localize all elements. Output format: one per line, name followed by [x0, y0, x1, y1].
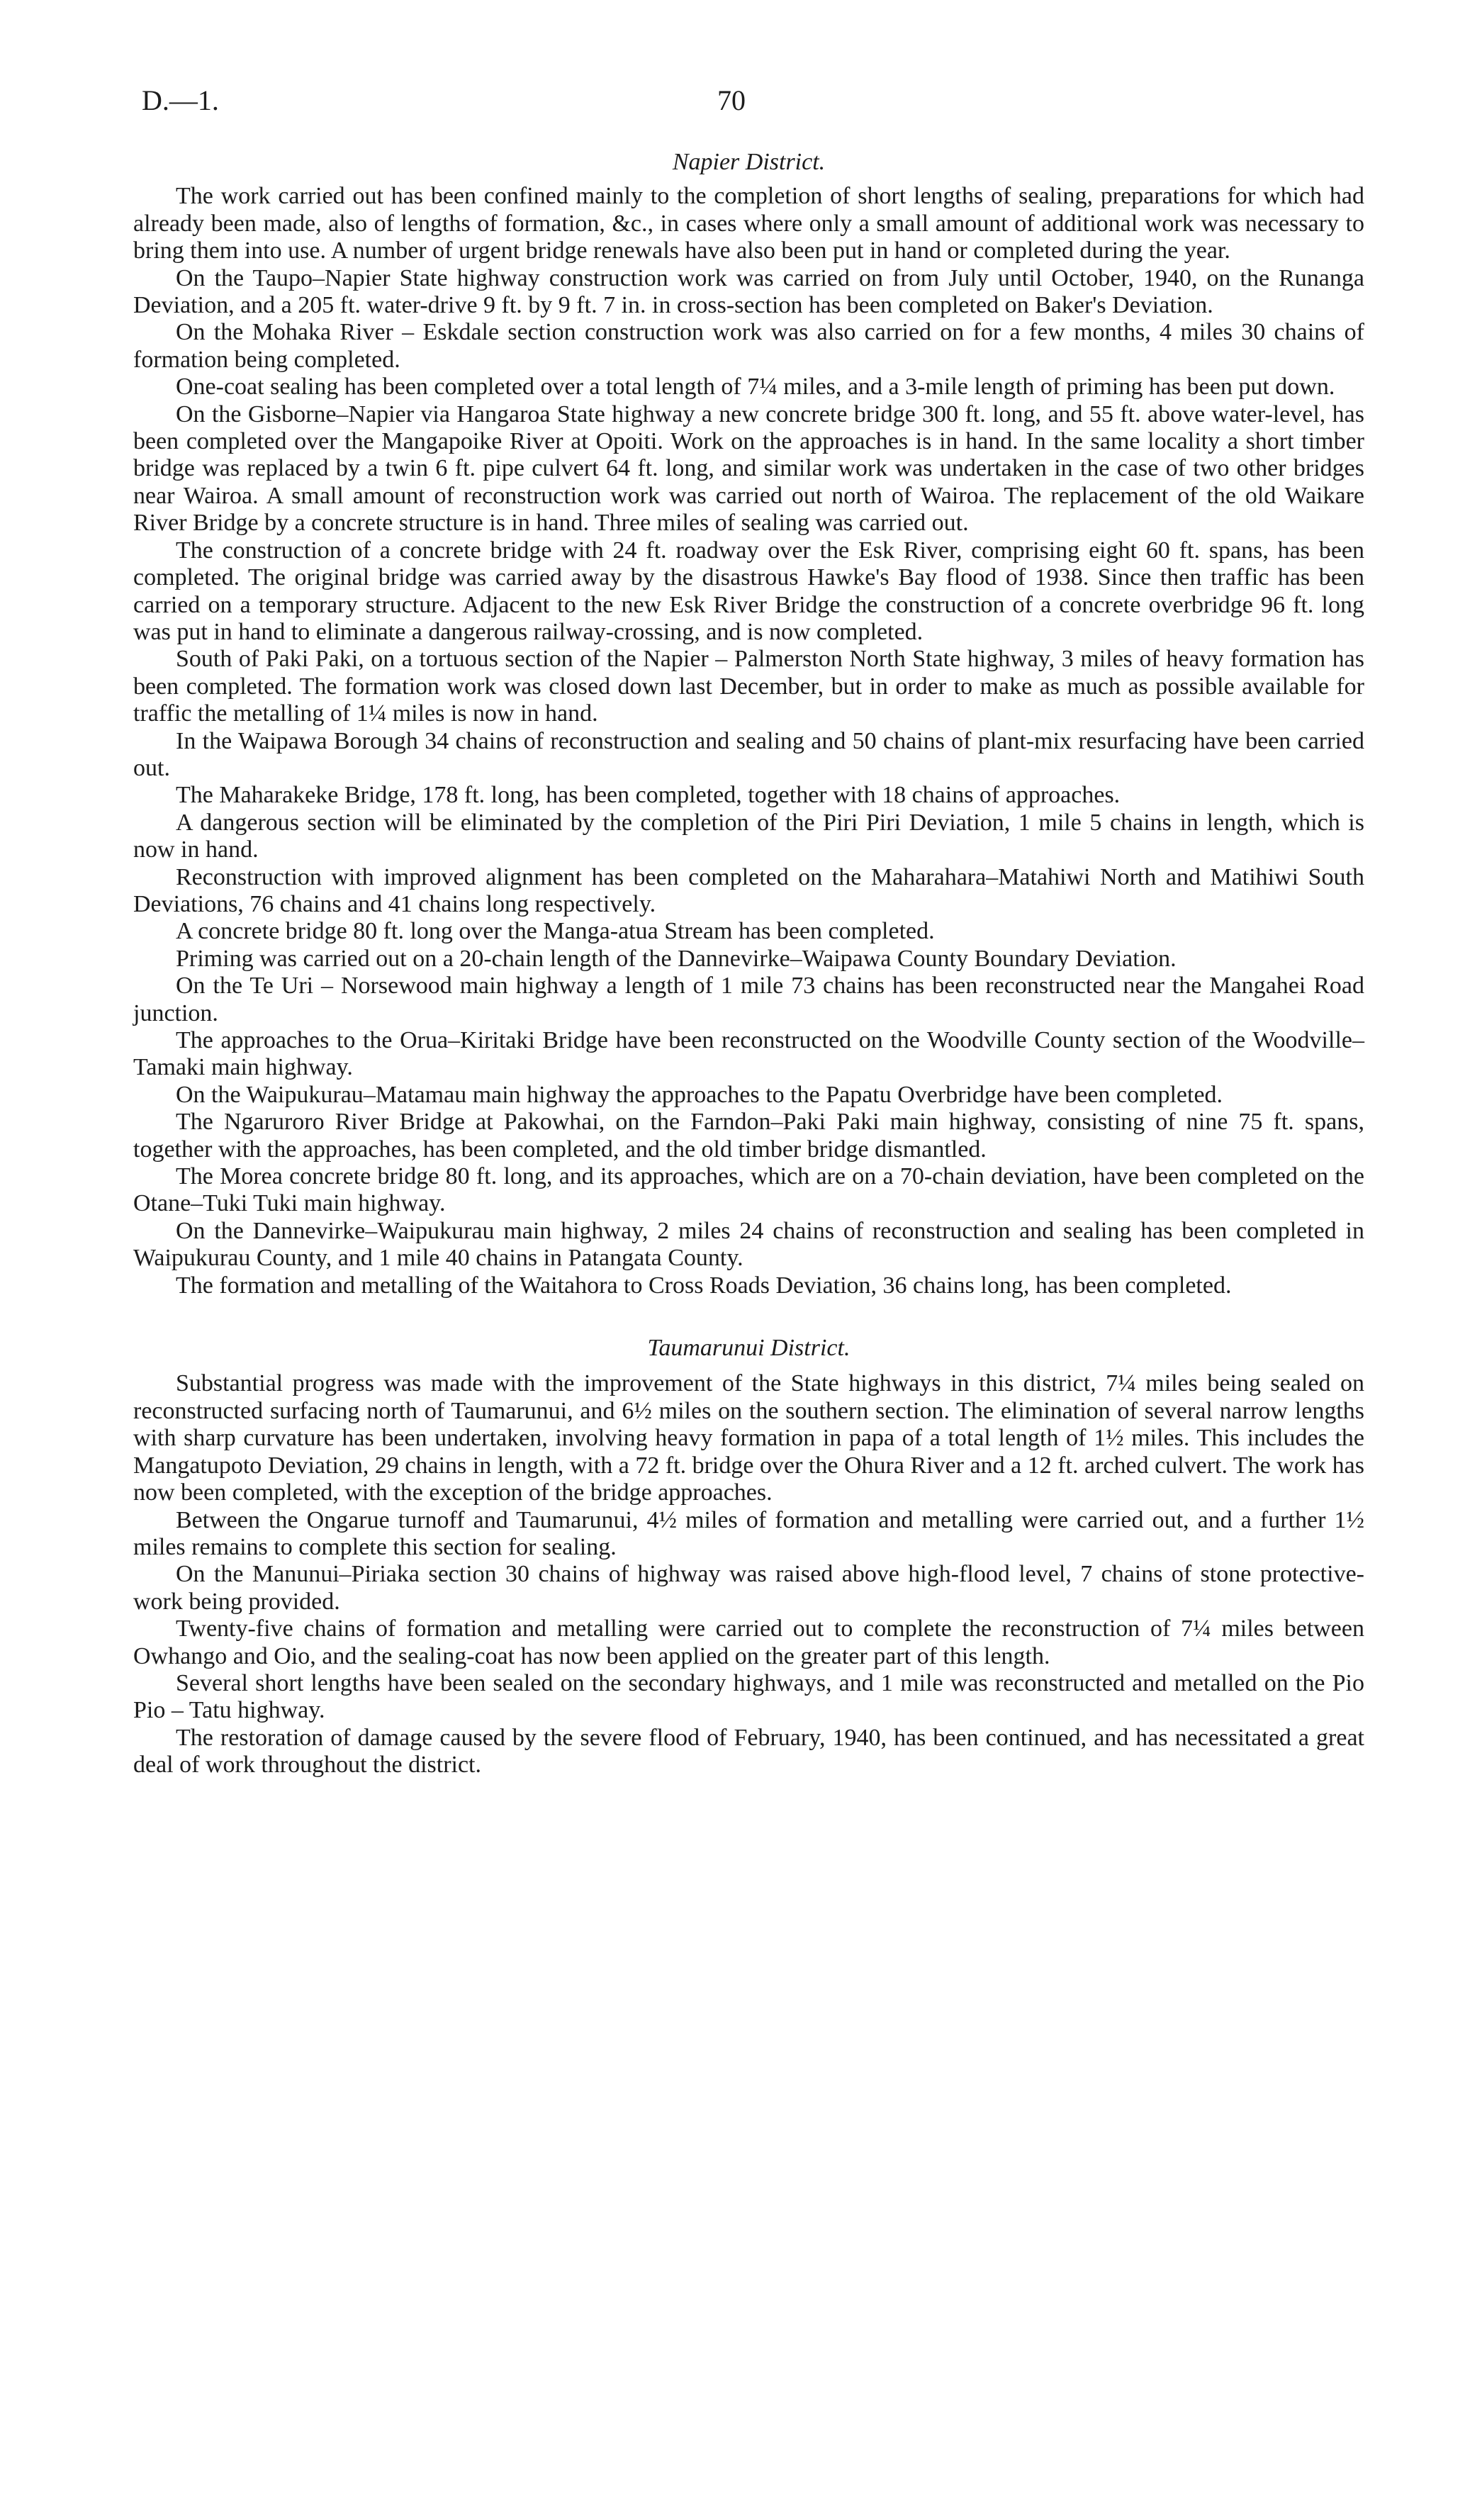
paragraph: The formation and metalling of the Waitahora to Cross Roads Deviation, 36 chains long, has been completed.: [176, 1272, 1232, 1299]
page-body: [133, 149, 1364, 1779]
paragraph: The Maharakeke Bridge, 178 ft. long, has been completed, together with 18 chains of approaches.: [176, 782, 1121, 809]
paragraph: On the Taupo–Napier State highway construction work was carried on from July until October, 1940, on the Runanga Deviation, and a 205 ft. water-drive 9 ft. by 9 ft. 7 in. in cross-section has been completed on Baker's Deviation.: [133, 264, 1364, 319]
report-reference: D.—1.: [142, 84, 219, 116]
paragraph: The Ngaruroro River Bridge at Pakowhai, on the Farndon–Paki Paki main highway, consisting of nine 75 ft. spans, together with the approaches, has been completed, and the old timber bridge dismantled.: [133, 1109, 1364, 1163]
paragraph: One-coat sealing has been completed over a total length of 7¼ miles, and a 3-mile length of priming has been put down.: [176, 374, 1335, 401]
paragraph: Twenty-five chains of formation and metalling were carried out to complete the reconstruction of 7¼ miles between Owhango and Oio, and the sealing-coat has now been applied on the greater part of this length.: [133, 1615, 1364, 1669]
section-heading-napier: Napier District.: [672, 149, 826, 175]
paragraph: The approaches to the Orua–Kiritaki Bridge have been reconstructed on the Woodville County section of the Woodville–Tamaki main highway.: [133, 1027, 1364, 1081]
paragraph: Reconstruction with improved alignment has been completed on the Maharahara–Matahiwi North and Matihiwi South Deviations, 76 chains and 41 chains long respectively.: [133, 863, 1364, 917]
paragraph: The construction of a concrete bridge with 24 ft. roadway over the Esk River, comprising eight 60 ft. spans, has been completed. The original bridge was carried away by the disastrous Hawke's Bay flood of 1938. Since then traffic has been carried on a temporary structure. Adjacent to the new Esk River Bridge the construction of a concrete overbridge 96 ft. long was put in hand to eliminate a dangerous railway-crossing, and is now completed.: [133, 537, 1364, 645]
paragraph: On the Mohaka River – Eskdale section construction work was also carried on for a few months, 4 miles 30 chains of formation being completed.: [133, 319, 1364, 373]
paragraph: On the Manunui–Piriaka section 30 chains of highway was raised above high-flood level, 7 chains of stone protective-work being provided.: [133, 1561, 1364, 1615]
paragraph: On the Te Uri – Norsewood main highway a length of 1 mile 73 chains has been reconstructed near the Mangahei Road junction.: [133, 973, 1364, 1026]
paragraph: On the Dannevirke–Waipukurau main highway, 2 miles 24 chains of reconstruction and sealing has been completed in Waipukurau County, and 1 mile 40 chains in Patangata County.: [133, 1217, 1364, 1272]
paragraph: On the Waipukurau–Matamau main highway the approaches to the Papatu Overbridge have been completed.: [176, 1081, 1223, 1108]
paragraph: On the Gisborne–Napier via Hangaroa State highway a new concrete bridge 300 ft. long, and 55 ft. above water-level, has been completed over the Mangapoike River at Opoiti. Work on the approaches is in hand. In the same locality a short timber bridge was replaced by a twin 6 ft. pipe culvert 64 ft. long, and similar work was undertaken in the case of two other bridges near Wairoa. A small amount of reconstruction work was carried out north of Wairoa. The replacement of the old Waikare River Bridge by a concrete structure is in hand. Three miles of sealing was carried out.: [133, 401, 1364, 537]
paragraph: A dangerous section will be eliminated by the completion of the Piri Piri Deviation, 1 mile 5 chains in length, which is now in hand.: [133, 809, 1364, 863]
paragraph: A concrete bridge 80 ft. long over the Manga-atua Stream has been completed.: [176, 918, 935, 945]
paragraph: Several short lengths have been sealed on the secondary highways, and 1 mile was reconstructed and metalled on the Pio Pio – Tatu highway.: [133, 1669, 1364, 1724]
page-header: [142, 84, 1364, 126]
paragraph: The work carried out has been confined mainly to the completion of short lengths of sealing, preparations for which had already been made, also of lengths of formation, &c., in cases where only a small amount of additional work was necessary to bring them into use. A number of urgent bridge renewals have also been put in hand or completed during the year.: [133, 183, 1364, 264]
paragraph: Priming was carried out on a 20-chain length of the Dannevirke–Waipawa County Boundary Deviation.: [176, 945, 1177, 972]
paragraph: The restoration of damage caused by the severe flood of February, 1940, has been continued, and has necessitated a great deal of work throughout the district.: [133, 1724, 1364, 1779]
paragraph: Substantial progress was made with the improvement of the State highways in this district, 7¼ miles being sealed on reconstructed surfacing north of Taumarunui, and 6½ miles on the southern section. The elimination of several narrow lengths with sharp curvature has been undertaken, involving heavy formation in papa of a total length of 1½ miles. This includes the Mangatupoto Deviation, 29 chains in length, with a 72 ft. bridge over the Ohura River and a 12 ft. arched culvert. The work has now been completed, with the exception of the bridge approaches.: [133, 1370, 1364, 1506]
page-number: 70: [717, 84, 746, 116]
paragraph: South of Paki Paki, on a tortuous section of the Napier – Palmerston North State highway, 3 miles of heavy formation has been completed. The formation work was closed down last December, but in order to make as much as possible available for traffic the metalling of 1¼ miles is now in hand.: [133, 646, 1364, 727]
paragraph: The Morea concrete bridge 80 ft. long, and its approaches, which are on a 70-chain deviation, have been completed on the Otane–Tuki Tuki main highway.: [133, 1163, 1364, 1217]
section-heading-taumarunui: Taumarunui District.: [647, 1335, 851, 1362]
paragraph: Between the Ongarue turnoff and Taumarunui, 4½ miles of formation and metalling were carried out, and a further 1½ miles remains to complete this section for sealing.: [133, 1506, 1364, 1560]
paragraph: In the Waipawa Borough 34 chains of reconstruction and sealing and 50 chains of plant-mix resurfacing have been carried out.: [133, 727, 1364, 781]
